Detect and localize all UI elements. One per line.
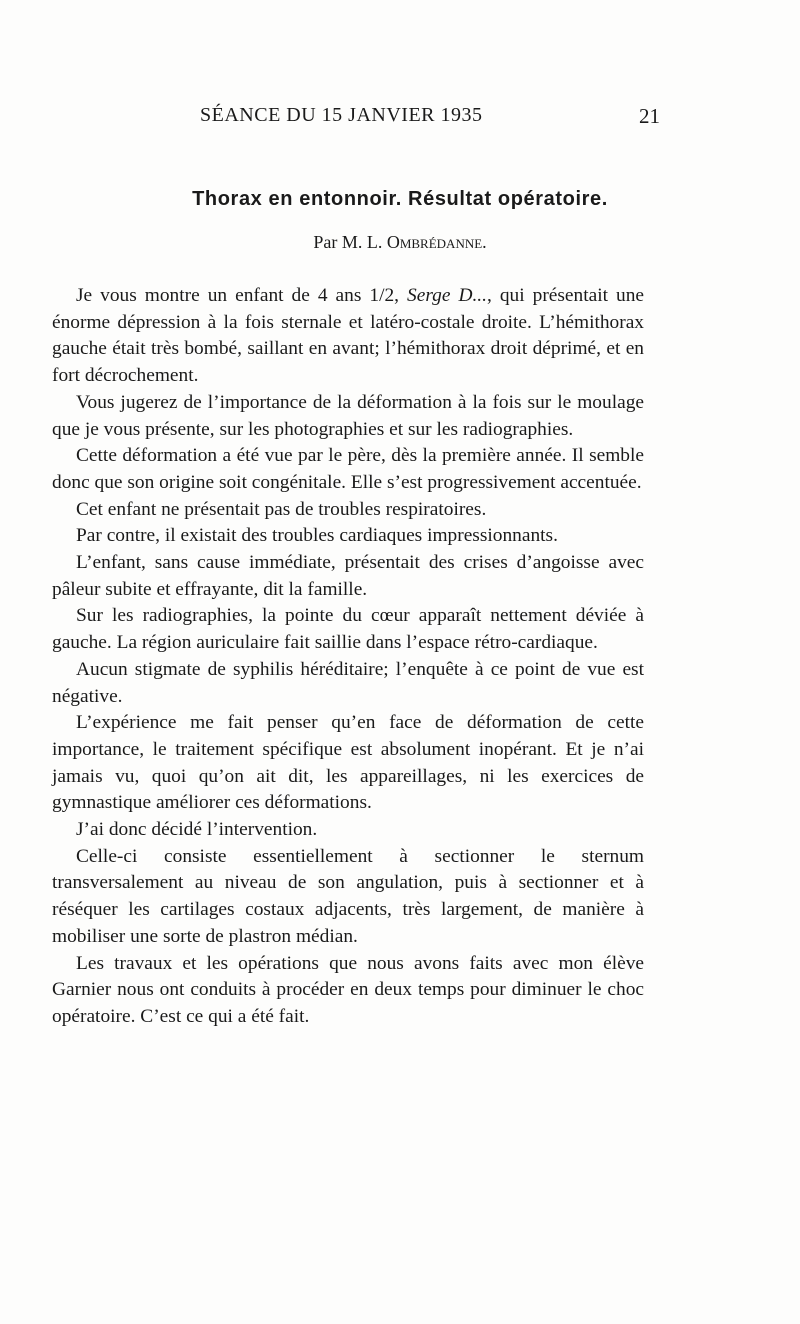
article-title: Thorax en entonnoir. Résultat opératoire. bbox=[192, 188, 608, 210]
paragraph-3: Cette déformation a été vue par le père, dès la première année. Il semble donc que son origine soit congénitale. Elle s’est progressivement accentuée. bbox=[52, 445, 644, 493]
paragraph-5: Par contre, il existait des troubles cardiaques impressionnants. bbox=[76, 525, 558, 547]
paragraph-10: J’ai donc décidé l’intervention. bbox=[76, 819, 318, 841]
running-title: SÉANCE DU 15 JANVIER 1935 bbox=[200, 104, 483, 126]
byline-prefix: Par M. L. bbox=[313, 232, 383, 252]
paragraph-8: Aucun stigmate de syphilis héréditaire; l’enquête à ce point de vue est négative. bbox=[52, 658, 644, 707]
page-number: 21 bbox=[639, 104, 660, 128]
running-header bbox=[60, 104, 660, 136]
paragraph-4: Cet enfant ne présentait pas de troubles respiratoires. bbox=[76, 498, 487, 520]
paragraph-11: Celle-ci consiste essentiellement à sectionner le sternum transversalement au niveau de son angulation, puis à sectionner et à réséquer les cartilages costaux adjacents, très largement, de manière à mobiliser une sorte de plastron médian. bbox=[52, 845, 644, 947]
paragraph-9: L’expérience me fait penser qu’en face de déformation de cette importance, le traitement spécifique est absolument inopérant. Et je n’ai jamais vu, quoi qu’on ait dit, les appareillages, ni les exercices de gymnastique améliorer ces déformations. bbox=[52, 712, 644, 814]
paragraph-12: Les travaux et les opérations que nous avons faits avec mon élève Garnier nous ont conduits à procéder en deux temps pour diminuer le choc opératoire. C’est ce qui a été fait. bbox=[52, 952, 644, 1027]
paragraph-1-before: Je vous montre un enfant de 4 ans 1/2, bbox=[76, 285, 408, 306]
article-body bbox=[52, 283, 644, 1031]
paragraph-7: Sur les radiographies, la pointe du cœur apparaît nettement déviée à gauche. La région auriculaire fait saillie dans l’espace rétro-cardiaque. bbox=[52, 605, 644, 654]
paragraph-1 bbox=[52, 283, 644, 390]
author-name: Ombrédanne. bbox=[386, 232, 487, 252]
paragraph-1-after: , qui présentait une énorme dépression à la fois sternale et latéro-costale droite. L’hémithorax gauche était très bombé, saillant en avant; l’hémithorax droit déprimé, et en fort décrochement. bbox=[52, 285, 644, 387]
paragraph-6: L’enfant, sans cause immédiate, présentait des crises d’angoisse avec pâleur subite et effrayante, dit la famille. bbox=[52, 552, 644, 600]
patient-name: Serge D... bbox=[407, 285, 487, 306]
byline bbox=[0, 232, 800, 253]
paragraph-2: Vous jugerez de l’importance de la déformation à la fois sur le moulage que je vous présente, sur les photographies et sur les radiographies. bbox=[52, 391, 644, 440]
